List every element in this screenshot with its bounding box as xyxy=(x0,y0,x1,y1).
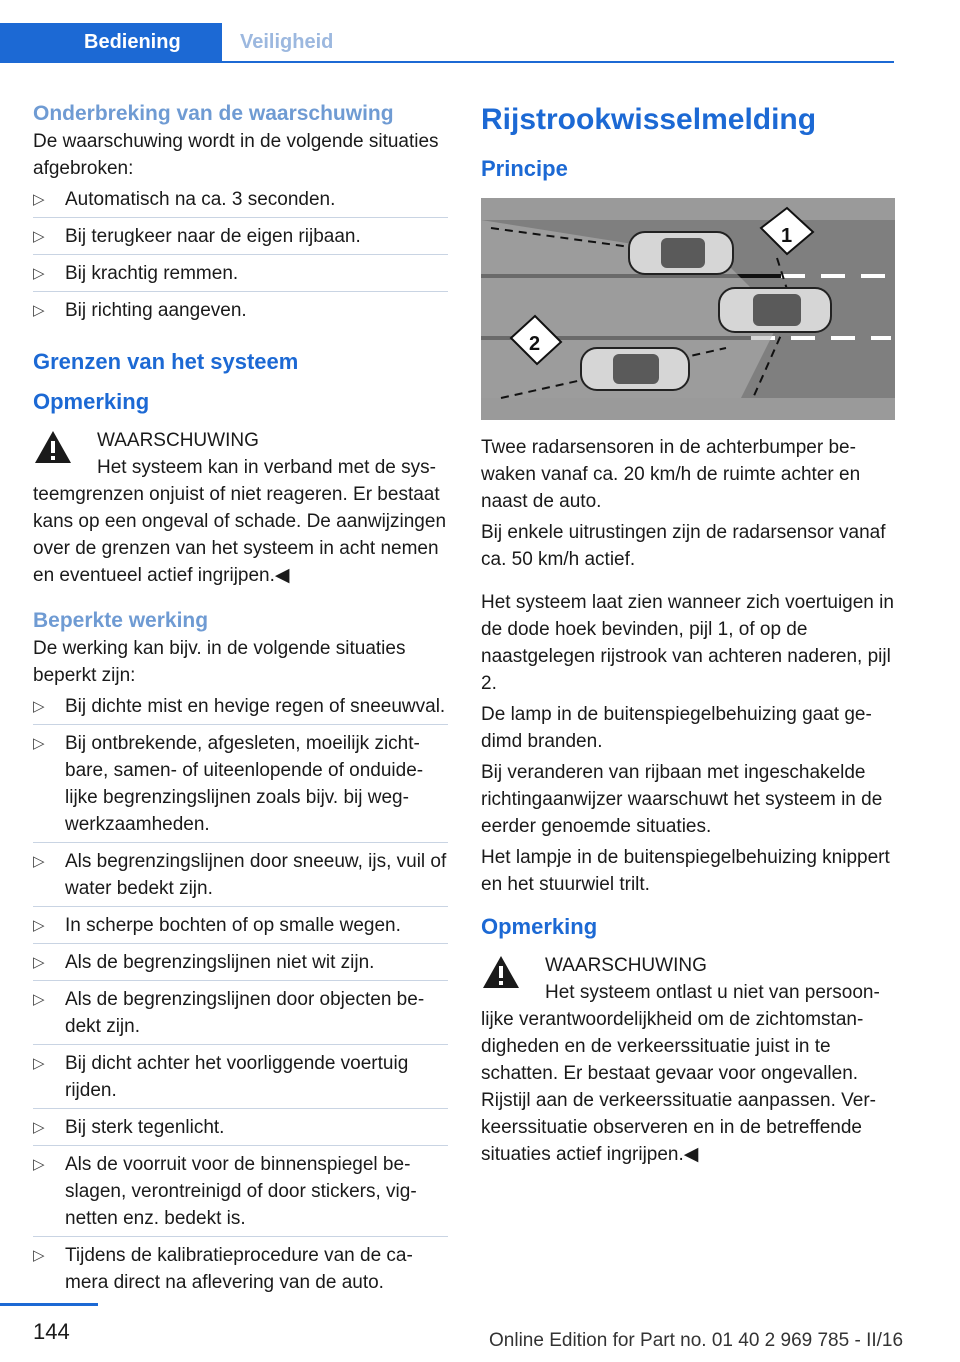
chapter-tabs xyxy=(0,23,894,63)
triangle-bullet-icon: ▷ xyxy=(33,735,45,752)
list-item: ▷ Bij krachtig remmen. xyxy=(33,260,448,292)
triangle-bullet-icon: ▷ xyxy=(33,1247,45,1264)
triangle-bullet-icon: ▷ xyxy=(33,1156,45,1173)
list-item: ▷ Bij dicht achter het voorliggende voertuig rijden. xyxy=(33,1050,448,1109)
warning-triangle-icon xyxy=(33,429,73,465)
triangle-bullet-icon: ▷ xyxy=(33,191,45,208)
list-item: ▷ Als begrenzingslijnen door sneeuw, ijs, vuil of water bedekt zijn. xyxy=(33,848,448,907)
paragraph: De lamp in de buitenspiegelbehuizing gaat gedimd branden. xyxy=(481,704,872,752)
interrupt-list xyxy=(33,186,448,328)
heading-limited: Beperkte werking xyxy=(33,609,209,632)
heading-note: Opmerking xyxy=(33,389,150,414)
svg-text:2: 2 xyxy=(529,333,541,355)
paragraph: Het systeem laat zien wanneer zich voertuigen in de dode hoek bevinden, pijl 1, of op de naastgelegen rijstrook van achteren naderen, pijl 2. xyxy=(481,592,894,694)
triangle-bullet-icon: ▷ xyxy=(33,853,45,870)
list-item: ▷ Bij dichte mist en hevige regen of sneeuwval. xyxy=(33,693,448,725)
svg-text:1: 1 xyxy=(781,225,793,247)
heading-principle: Principe xyxy=(481,156,568,181)
warning-title: WAARSCHUWING xyxy=(97,430,259,451)
triangle-bullet-icon: ▷ xyxy=(33,1055,45,1072)
tab-veiligheid[interactable]: Veiligheid xyxy=(240,31,334,53)
heading-interrupt: Onderbreking van de waarschuwing xyxy=(33,102,394,125)
heading-limits: Grenzen van het systeem xyxy=(33,349,299,374)
edition-text: Online Edition for Part no. 01 40 2 969 785 - II/16 xyxy=(489,1330,904,1351)
list-item: ▷ Bij richting aangeven. xyxy=(33,297,448,328)
paragraph: Het lampje in de buitenspiegelbehuizing knippert en het stuurwiel trilt. xyxy=(481,847,890,895)
warning-text: Het systeem kan in verband met de systeemgrenzen onjuist of niet reageren. Er bestaat kans op een ongeval of schade. De aanwijzingen over de grenzen van het systeem in acht nemen en eventueel actief ingrijpen.◀ xyxy=(33,457,447,586)
list-item: ▷ In scherpe bochten of op smalle wegen. xyxy=(33,912,448,944)
triangle-bullet-icon: ▷ xyxy=(33,917,45,934)
triangle-bullet-icon: ▷ xyxy=(33,228,45,245)
car-2 xyxy=(719,288,831,332)
section-title: Rijstrookwisselmelding xyxy=(481,103,817,136)
triangle-bullet-icon: ▷ xyxy=(33,954,45,971)
paragraph: Bij enkele uitrustingen zijn de radarsensor vanaf ca. 50 km/h actief. xyxy=(481,522,886,570)
right-column xyxy=(481,100,896,1168)
limited-list xyxy=(33,693,448,1300)
warning-block xyxy=(481,952,896,1168)
limited-intro: De werking kan bijv. in de volgende situaties beperkt zijn: xyxy=(33,638,406,686)
interrupt-intro: De waarschuwing wordt in de volgende situaties afgebroken: xyxy=(33,131,439,179)
car-1 xyxy=(629,232,733,274)
heading-note: Opmerking xyxy=(481,914,598,939)
footer-rule xyxy=(0,1303,98,1306)
warning-title: WAARSCHUWING xyxy=(545,955,707,976)
triangle-bullet-icon: ▷ xyxy=(33,698,45,715)
left-column xyxy=(33,100,448,1305)
car-3 xyxy=(581,348,689,390)
triangle-bullet-icon: ▷ xyxy=(33,1119,45,1136)
triangle-bullet-icon: ▷ xyxy=(33,991,45,1008)
page-number: 144 xyxy=(33,1319,70,1344)
warning-block xyxy=(33,427,448,589)
list-item: ▷ Tijdens de kalibratieprocedure van de camera direct na aflevering van de auto. xyxy=(33,1242,448,1300)
list-item: ▷ Als de begrenzingslijnen door objecten bedekt zijn. xyxy=(33,986,448,1045)
list-item: ▷ Als de begrenzingslijnen niet wit zijn. xyxy=(33,949,448,981)
list-item: ▷ Automatisch na ca. 3 seconden. xyxy=(33,186,448,218)
triangle-bullet-icon: ▷ xyxy=(33,302,45,319)
lane-change-illustration xyxy=(481,198,895,420)
warning-triangle-icon xyxy=(481,954,521,990)
paragraph: Twee radarsensoren in de achterbumper bewaken vanaf ca. 20 km/h de ruimte achter en naast de auto. xyxy=(481,437,861,512)
list-item: ▷ Bij sterk tegenlicht. xyxy=(33,1114,448,1146)
list-item: ▷ Bij terugkeer naar de eigen rijbaan. xyxy=(33,223,448,255)
paragraph: Bij veranderen van rijbaan met ingeschakelde richtingaanwijzer waarschuwt het systeem in de eerder genoemde situaties. xyxy=(481,762,883,837)
triangle-bullet-icon: ▷ xyxy=(33,265,45,282)
lane-change-figure xyxy=(481,198,895,420)
warning-text: Het systeem ontlast u niet van persoonlijke verantwoordelijkheid om de zichtomstandigheden en de verkeerssituatie juist in te schatten. Er bestaat gevaar voor ongevallen. Rijstijl aan de verkeerssituatie aanpassen. Verkeerssituatie observeren en in de betreffende situaties actief ingrijpen.◀ xyxy=(481,982,880,1165)
tab-bediening[interactable]: Bediening xyxy=(0,23,222,61)
list-item: ▷ Als de voorruit voor de binnenspiegel beslagen, verontreinigd of door stickers, vignetten enz. bedekt is. xyxy=(33,1151,448,1237)
list-item: ▷ Bij ontbrekende, afgesleten, moeilijk zichtbare, samen- of uiteenlopende of onduidelijke begrenzingslijnen zoals bijv. bij wegwerkzaamheden. xyxy=(33,730,448,843)
